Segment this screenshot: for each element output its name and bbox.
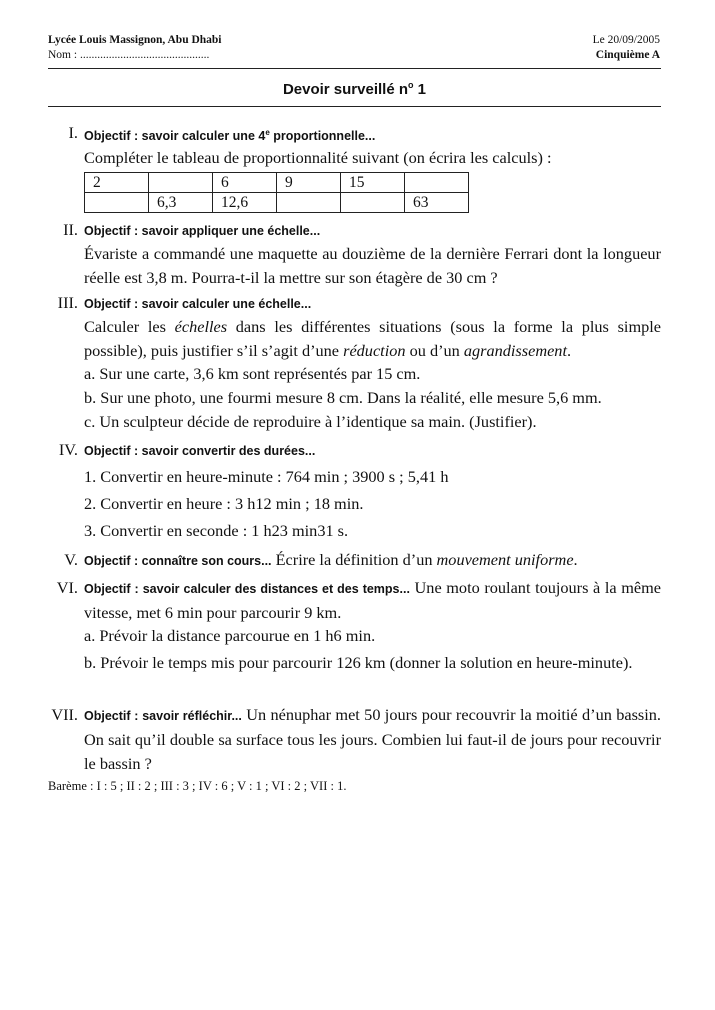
section-3-objective xyxy=(84,291,661,316)
question-4-3: 3. Convertir en seconde : 1 h23 min31 s. xyxy=(84,521,349,540)
text-part: ou d’un xyxy=(405,341,464,360)
objective-sup: e xyxy=(265,128,270,137)
section-number-4: IV. xyxy=(58,440,78,459)
section-2-text: Évariste a commandé une maquette au douzième de la dernière Ferrari dont la longueur réelle est 3,8 m. Pourra-t-il la mettre sur son étagère de 30 cm ? xyxy=(84,244,661,287)
section-number-6: VI. xyxy=(56,578,78,597)
objective-label: Objectif : savoir réfléchir... xyxy=(84,709,242,723)
objective-label: Objectif : connaître son cours... xyxy=(84,554,272,568)
question-4-2: 2. Convertir en heure : 3 h12 min ; 18 min. xyxy=(84,494,364,513)
proportionality-table xyxy=(84,172,469,213)
text-part: Écrire la définition d’un xyxy=(271,550,437,569)
table-cell: 2 xyxy=(85,173,149,193)
exam-date: Le 20/09/2005 xyxy=(592,34,660,46)
section-1-objective xyxy=(84,121,661,148)
table-cell: 12,6 xyxy=(213,193,277,213)
section-7-text xyxy=(84,703,661,776)
title-divider xyxy=(48,106,661,107)
question-3b: b. Sur une photo, une fourmi mesure 8 cm. Dans la réalité, elle mesure 5,6 mm. xyxy=(84,388,602,407)
header-divider xyxy=(48,68,661,69)
question-4-1: 1. Convertir en heure-minute : 764 min ; 3900 s ; 5,41 h xyxy=(84,467,449,486)
table-cell: 15 xyxy=(341,173,405,193)
question-6a: a. Prévoir la distance parcourue en 1 h6 min. xyxy=(84,626,376,645)
objective-label: Objectif : savoir convertir des durées... xyxy=(84,444,316,458)
section-6-text xyxy=(84,576,661,625)
objective-label xyxy=(84,129,375,143)
section-number-7: VII. xyxy=(51,705,78,724)
text-part: Calculer les xyxy=(84,317,175,336)
section-1-text: Compléter le tableau de proportionnalité suivant (on écrira les calculs) : xyxy=(84,148,552,167)
text-emphasis: réduction xyxy=(343,341,406,360)
section-3-text xyxy=(84,315,661,363)
question-6b: b. Prévoir le temps mis pour parcourir 126 km (donner la solution en heure-minute). xyxy=(84,653,633,672)
section-4-objective xyxy=(84,438,661,463)
class-name: Cinquième A xyxy=(595,49,660,61)
question-3c: c. Un sculpteur décide de reproduire à l’identique sa main. (Justifier). xyxy=(84,412,537,431)
objective-text-b: proportionnelle... xyxy=(269,129,376,144)
objective-label: Objectif : savoir appliquer une échelle... xyxy=(84,224,321,238)
section-5-text xyxy=(84,548,661,573)
text-part: Un nénuphar met 50 jours pour recouvrir la moitié d’un bassin. On sait qu’il double sa surface tous les jours. Combien lui faut-il de jours pour recouvrir le bassin ? xyxy=(84,705,661,773)
school-name: Lycée Louis Massignon, Abu Dhabi xyxy=(48,34,222,46)
table-cell xyxy=(85,193,149,213)
header-right xyxy=(593,33,660,63)
section-2-objective xyxy=(84,218,661,243)
table-cell xyxy=(405,173,469,193)
section-number-2: II. xyxy=(63,220,78,239)
title-number: 1 xyxy=(413,81,427,98)
section-number-5: V. xyxy=(64,550,78,569)
header-left xyxy=(48,33,222,63)
table-cell: 9 xyxy=(277,173,341,193)
table-cell: 63 xyxy=(405,193,469,213)
section-number-3: III. xyxy=(57,293,78,312)
page-title xyxy=(48,80,661,98)
student-name-line: Nom : ............................................. xyxy=(48,49,210,61)
text-emphasis: échelles xyxy=(174,317,228,336)
table-cell: 6 xyxy=(213,173,277,193)
table-cell: 6,3 xyxy=(149,193,213,213)
question-3a: a. Sur une carte, 3,6 km sont représentés par 15 cm. xyxy=(84,364,421,383)
text-emphasis: agrandissement xyxy=(463,341,567,360)
objective-text-a: Objectif : savoir calculer une 4 xyxy=(84,129,266,144)
table-cell xyxy=(341,193,405,213)
table-cell xyxy=(277,193,341,213)
text-part: . xyxy=(566,341,572,360)
table-row xyxy=(85,193,469,213)
table-row xyxy=(85,173,469,193)
text-emphasis: mouvement uniforme xyxy=(436,550,574,569)
title-sup: o xyxy=(408,80,414,90)
text-part: . xyxy=(573,550,578,569)
grading-scale: Barème : I : 5 ; II : 2 ; III : 3 ; IV : 6 ; V : 1 ; VI : 2 ; VII : 1. xyxy=(48,779,347,793)
section-number-1: I. xyxy=(68,123,78,142)
text-part: Une moto roulant toujours à la même vitesse, met 6 min pour parcourir 9 km. xyxy=(84,578,662,622)
table-cell xyxy=(149,173,213,193)
title-text: Devoir surveillé n xyxy=(282,81,409,98)
objective-label: Objectif : savoir calculer une échelle... xyxy=(84,297,312,311)
text-part: dans les différentes situations (sous la forme la plus simple possible), puis justifier s’il s’agit d’une xyxy=(84,317,662,360)
objective-label: Objectif : savoir calculer des distances et des temps... xyxy=(84,582,410,596)
